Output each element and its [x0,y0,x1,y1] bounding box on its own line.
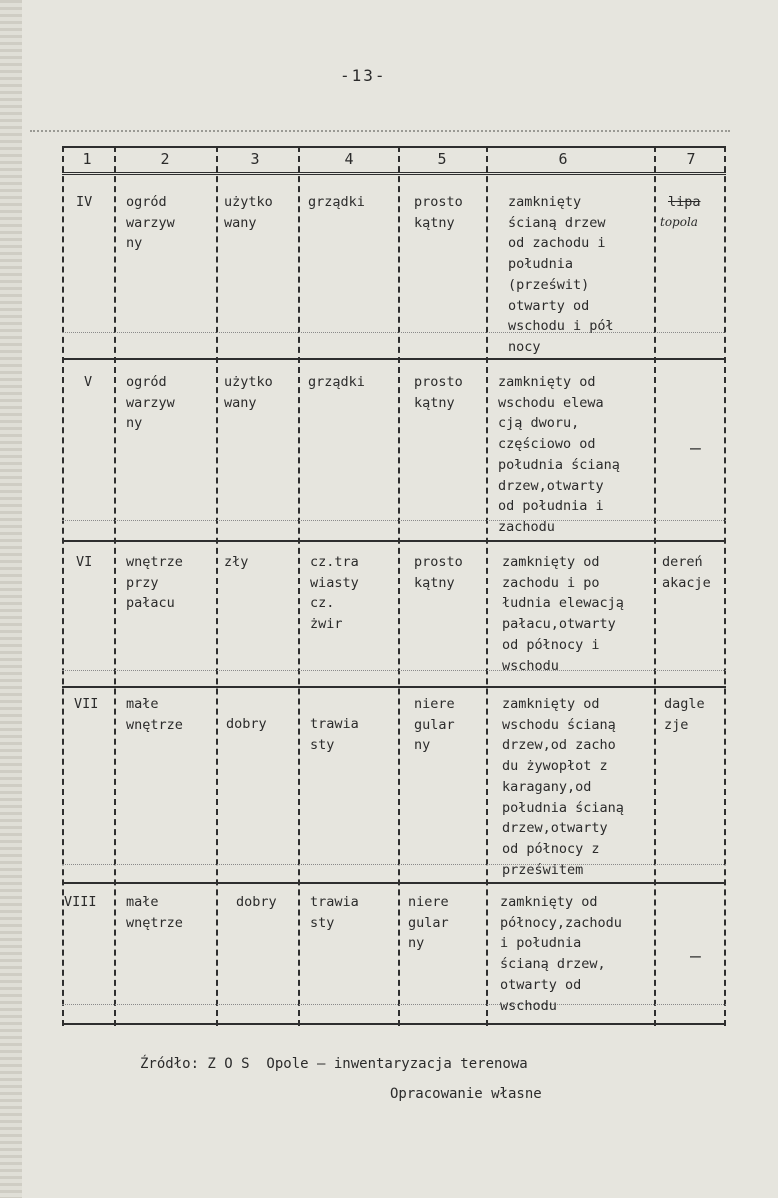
condition: zły [224,554,249,570]
condition: dobry [226,716,267,732]
row-dotted-rule [62,332,726,333]
trees: dagle zje [664,696,705,733]
surface: trawia sty [310,894,359,931]
row-dotted-rule [62,670,726,671]
trees-handwritten-note: topola [660,215,698,229]
row-number: V [84,374,93,390]
column-header-7: 7 [686,150,696,168]
page-number: -13- [340,66,387,85]
shape: prosto kątny [414,554,463,591]
column-header-4: 4 [344,150,354,168]
row-rule [62,540,726,542]
shape: prosto kątny [414,374,463,411]
column-header-5: 5 [437,150,447,168]
garden-type: małe wnętrze [126,696,183,733]
enclosure: zamknięty od wschodu ścianą drzew,od zacho du żywopłot z karagany,od południa ścianą drzew,otwarty od północy z prześwitem [502,696,624,878]
page-binding-edge [0,0,22,1198]
condition: dobry [236,894,277,910]
row-rule [62,686,726,688]
column-header-6: 6 [558,150,568,168]
enclosure: zamknięty ścianą drzew od zachodu i południa (prześwit) otwarty od wschodu i pół nocy [508,194,614,355]
row-dotted-rule [62,520,726,521]
garden-type: ogród warzyw ny [126,194,175,252]
column-header-3: 3 [250,150,260,168]
column-divider [486,146,488,1026]
garden-type: wnętrze przy pałacu [126,554,183,612]
condition: użytko wany [224,374,273,411]
table-border-right [724,146,726,1026]
author-note: Opracowanie własne [390,1086,542,1102]
shape: prosto kątny [414,194,463,231]
enclosure: zamknięty od zachodu i po łudnia elewacją pałacu,otwarty od północy i wschodu [502,554,624,674]
garden-type: małe wnętrze [126,894,183,931]
header-rule [62,172,726,175]
garden-type: ogród warzyw ny [126,374,175,432]
row-number: IV [76,194,93,210]
column-divider [114,146,116,1026]
column-divider [398,146,400,1026]
column-header-2: 2 [160,150,170,168]
row-rule [62,358,726,360]
row-dotted-rule [62,1004,726,1005]
surface: cz.tra wiasty cz. żwir [310,554,359,633]
row-number: VIII [64,894,97,910]
row-dotted-rule [62,864,726,865]
shape: niere gular ny [408,894,449,952]
table-border-top [62,146,726,148]
column-header-1: 1 [82,150,92,168]
trees-empty-dash: – [690,946,701,967]
surface: grządki [308,374,365,390]
source-citation: Źródło: Z O S Opole – inwentaryzacja terenowa [140,1056,528,1072]
row-number: VI [76,554,93,570]
trees: dereń akacje [662,554,711,591]
surface: trawia sty [310,716,359,753]
row-rule [62,882,726,884]
condition: użytko wany [224,194,273,231]
enclosure: zamknięty od północy,zachodu i południa ścianą drzew, otwarty od wschodu [500,894,622,1014]
row-number: VII [74,696,99,712]
column-divider [216,146,218,1026]
trees-empty-dash: – [690,438,701,459]
shape: niere gular ny [414,696,455,754]
trees-struck: lipa [668,194,701,210]
surface: grządki [308,194,365,210]
enclosure: zamknięty od wschodu elewa cją dworu, częściowo od południa ścianą drzew,otwarty od południa i zachodu [498,374,620,535]
inventory-table [62,146,726,1026]
column-divider [654,146,656,1026]
table-border-bottom [62,1023,726,1025]
column-divider [298,146,300,1026]
dotted-divider [30,130,730,132]
